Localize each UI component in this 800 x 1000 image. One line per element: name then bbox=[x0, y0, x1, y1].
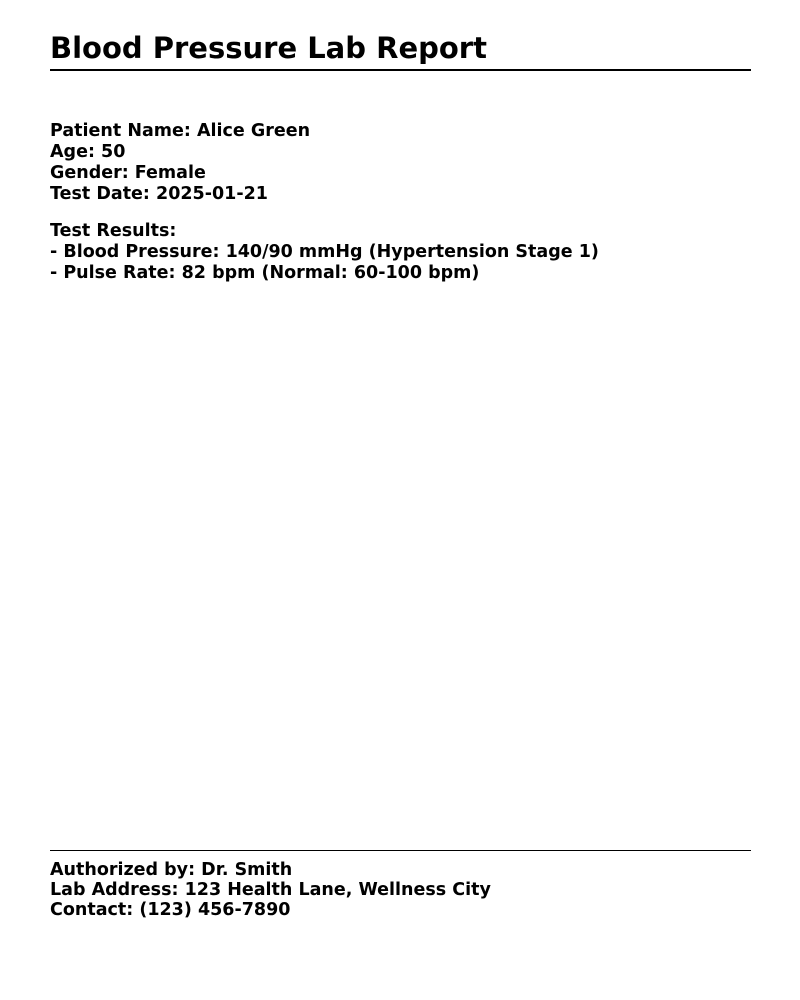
result-pulse-rate: - Pulse Rate: 82 bpm (Normal: 60-100 bpm) bbox=[50, 263, 480, 283]
authorized-by: Authorized by: Dr. Smith bbox=[50, 860, 293, 880]
test-results bbox=[50, 221, 599, 284]
patient-info bbox=[50, 121, 310, 205]
result-blood-pressure: - Blood Pressure: 140/90 mmHg (Hypertension Stage 1) bbox=[50, 242, 599, 262]
report-title: Blood Pressure Lab Report bbox=[50, 31, 487, 65]
footer-divider bbox=[50, 850, 751, 851]
test-results-heading: Test Results: bbox=[50, 221, 177, 241]
patient-name: Patient Name: Alice Green bbox=[50, 121, 311, 141]
test-date: Test Date: 2025-01-21 bbox=[50, 184, 268, 204]
patient-gender: Gender: Female bbox=[50, 163, 206, 183]
lab-address: Lab Address: 123 Health Lane, Wellness City bbox=[50, 880, 491, 900]
report-footer bbox=[50, 860, 491, 920]
patient-age: Age: 50 bbox=[50, 142, 126, 162]
title-divider bbox=[50, 69, 751, 71]
lab-contact: Contact: (123) 456-7890 bbox=[50, 900, 291, 920]
